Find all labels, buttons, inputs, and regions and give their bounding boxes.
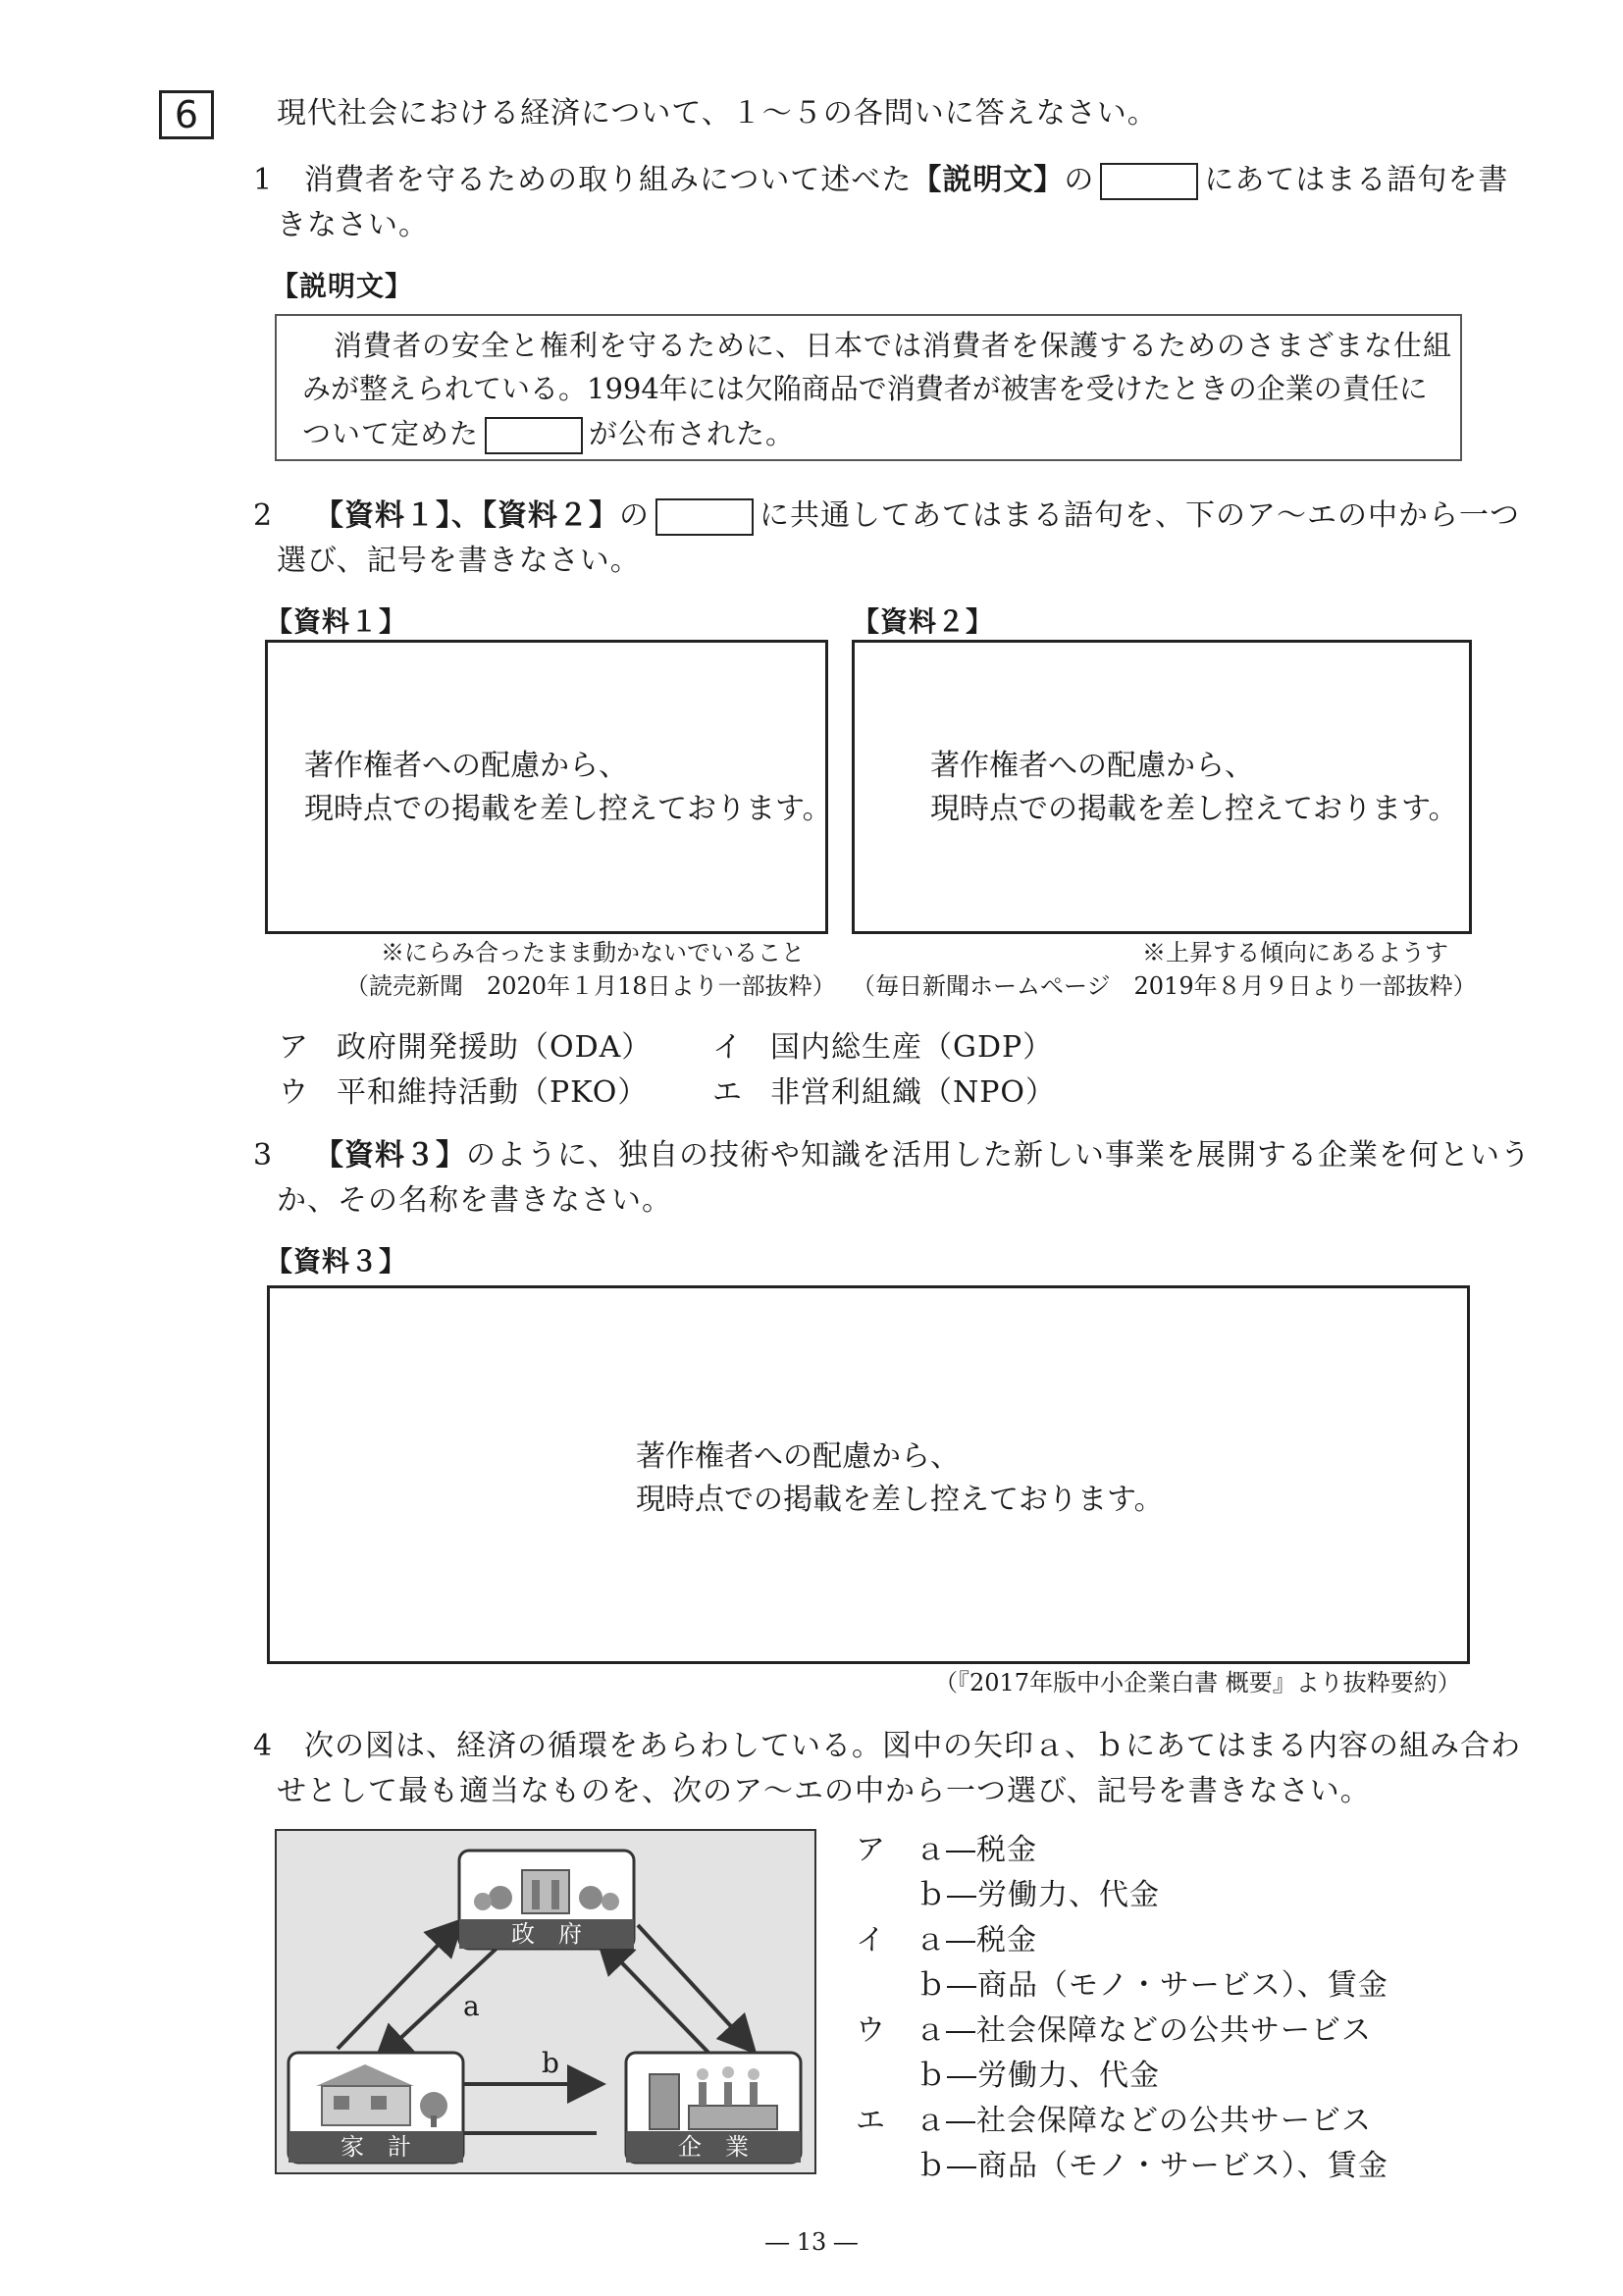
- material2-label: 【資料２】: [852, 605, 995, 638]
- q2-choice-u-key: ウ: [279, 1075, 309, 1110]
- material1-label: 【資料１】: [265, 605, 408, 638]
- q4-choice-a-a: ａ―税金: [916, 1833, 1037, 1867]
- material2-source: （毎日新聞ホームページ 2019年８月９日より一部抜粋）: [852, 972, 1477, 1000]
- company-label: 企 業: [678, 2133, 749, 2161]
- q3-line1-post: のように、独自の技術や知識を活用した新しい事業を展開する企業を何という: [466, 1138, 1531, 1173]
- q4-choice-u-key: ウ: [856, 2013, 886, 2048]
- q2-line1-post: に共通してあてはまる語句を、下のア～エの中から一つ: [759, 498, 1520, 533]
- q2-choice-a-key: ア: [279, 1030, 309, 1065]
- q4-line1: 次の図は、経済の循環をあらわしている。図中の矢印ａ、ｂにあてはまる内容の組み合わ: [304, 1729, 1521, 1763]
- arrow-a-label: a: [463, 1990, 480, 2022]
- arrow-b-label: b: [542, 2047, 559, 2079]
- arrow-government-to-company: [638, 1925, 752, 2049]
- q1-line1-post: にあてはまる語句を書: [1204, 163, 1509, 197]
- q2-choice-u: [279, 1071, 648, 1115]
- q2-choice-a-text: 政府開発援助（ODA）: [337, 1030, 653, 1065]
- q1-line1-pre: 消費者を守るための取り組みについて述べた: [304, 163, 913, 197]
- q4-choice-e-a: ａ―社会保障などの公共サービス: [916, 2104, 1372, 2138]
- explanation-blank: [485, 417, 583, 454]
- q3-line1-label: 【資料３】: [314, 1138, 466, 1173]
- arrow-household-to-government: [338, 1923, 459, 2049]
- material1-placeholder-line2: 現時点での掲載を差し控えております。: [304, 792, 832, 826]
- arrow-a-government-to-household: [379, 1945, 500, 2059]
- q2-choice-a: [279, 1026, 652, 1070]
- q4-choice-i-b: ｂ―商品（モノ・サービス）、賃金: [916, 1968, 1388, 2003]
- q1-number: 1: [253, 163, 274, 197]
- material3-placeholder-line2: 現時点での掲載を差し控えております。: [636, 1483, 1164, 1517]
- q2-line1: [314, 495, 1520, 538]
- q4-choice-e-key: エ: [856, 2104, 886, 2138]
- q1-line1-label: 【説明文】: [912, 163, 1065, 197]
- q4-line2: せとして最も適当なものを、次のア～エの中から一つ選び、記号を書きなさい。: [277, 1774, 1371, 1808]
- q2-choice-i-text: 国内総生産（GDP）: [770, 1030, 1054, 1065]
- page-number: ― 13 ―: [765, 2228, 858, 2256]
- q1-line2: きなさい。: [277, 208, 429, 242]
- section-intro: 現代社会における経済について、１～５の各問いに答えなさい。: [277, 96, 1158, 130]
- material3-label: 【資料３】: [265, 1245, 408, 1278]
- q4-choice-u: [856, 2009, 1372, 2053]
- q4-choice-i-a: ａ―税金: [916, 1923, 1037, 1957]
- q2-choice-e: [712, 1071, 1056, 1115]
- explanation-line1: 消費者の安全と権利を守るために、日本では消費者を保護するためのさまざまな仕組: [334, 329, 1453, 362]
- material2-placeholder-line1: 著作権者への配慮から、: [930, 749, 1254, 783]
- q4-choice-a: [856, 1829, 1037, 1872]
- explanation-line2: みが整えられている。1994年には欠陥商品で消費者が被害を受けたときの企業の責任に: [302, 372, 1428, 405]
- q2-line2: 選び、記号を書きなさい。: [277, 544, 641, 578]
- material3-placeholder-line1: 著作権者への配慮から、: [636, 1439, 960, 1474]
- q2-number: 2: [253, 498, 274, 533]
- section-number: 6: [174, 93, 199, 136]
- q2-choice-i-key: イ: [712, 1030, 743, 1065]
- economy-cycle-diagram: [275, 1829, 816, 2174]
- q2-choice-e-text: 非営利組織（NPO）: [770, 1075, 1057, 1110]
- q2-blank: [655, 498, 754, 536]
- q2-line1-mid: の: [619, 498, 650, 533]
- material1-note: ※にらみ合ったまま動かないでいること: [381, 939, 805, 966]
- material1-source: （読売新聞 2020年１月18日より一部抜粋）: [345, 972, 836, 1000]
- q3-line1: [314, 1134, 1531, 1177]
- material2-note: ※上昇する傾向にあるようす: [1142, 939, 1448, 966]
- q4-choice-i: [856, 1919, 1037, 1962]
- q1-line1: [304, 159, 1508, 202]
- q4-number: 4: [253, 1729, 274, 1763]
- q1-line1-mid: の: [1064, 163, 1095, 197]
- explanation-line3: [302, 412, 795, 455]
- q2-choice-u-text: 平和維持活動（PKO）: [337, 1075, 649, 1110]
- q2-choice-i: [712, 1026, 1053, 1070]
- government-label: 政 府: [511, 1920, 582, 1948]
- arrow-company-to-government: [601, 1941, 712, 2057]
- section-number-box: [159, 90, 214, 139]
- q3-number: 3: [253, 1138, 274, 1173]
- q3-line2: か、その名称を書きなさい。: [277, 1183, 672, 1218]
- explanation-line3-post: が公布された。: [589, 417, 796, 450]
- q4-choice-u-a: ａ―社会保障などの公共サービス: [916, 2013, 1372, 2048]
- q2-line1-label: 【資料１】、【資料２】: [314, 498, 619, 533]
- material3-source: （『2017年版中小企業白書 概要』より抜粋要約）: [934, 1669, 1461, 1696]
- q4-choice-e-b: ｂ―商品（モノ・サービス）、賃金: [916, 2149, 1388, 2183]
- economy-cycle-svg: [277, 1831, 814, 2172]
- explanation-line3-pre: ついて定めた: [302, 417, 480, 450]
- material2-placeholder-line2: 現時点での掲載を差し控えております。: [930, 792, 1458, 826]
- q4-choice-i-key: イ: [856, 1923, 886, 1957]
- q4-choice-e: [856, 2100, 1372, 2143]
- material1-placeholder-line1: 著作権者への配慮から、: [304, 749, 628, 783]
- q4-choice-a-b: ｂ―労働力、代金: [916, 1878, 1160, 1912]
- q4-choice-a-key: ア: [856, 1833, 886, 1867]
- household-label: 家 計: [340, 2133, 411, 2161]
- q1-blank: [1100, 163, 1198, 200]
- q1-box-label: 【説明文】: [271, 270, 414, 302]
- q4-choice-u-b: ｂ―労働力、代金: [916, 2059, 1160, 2093]
- q2-choice-e-key: エ: [712, 1075, 743, 1110]
